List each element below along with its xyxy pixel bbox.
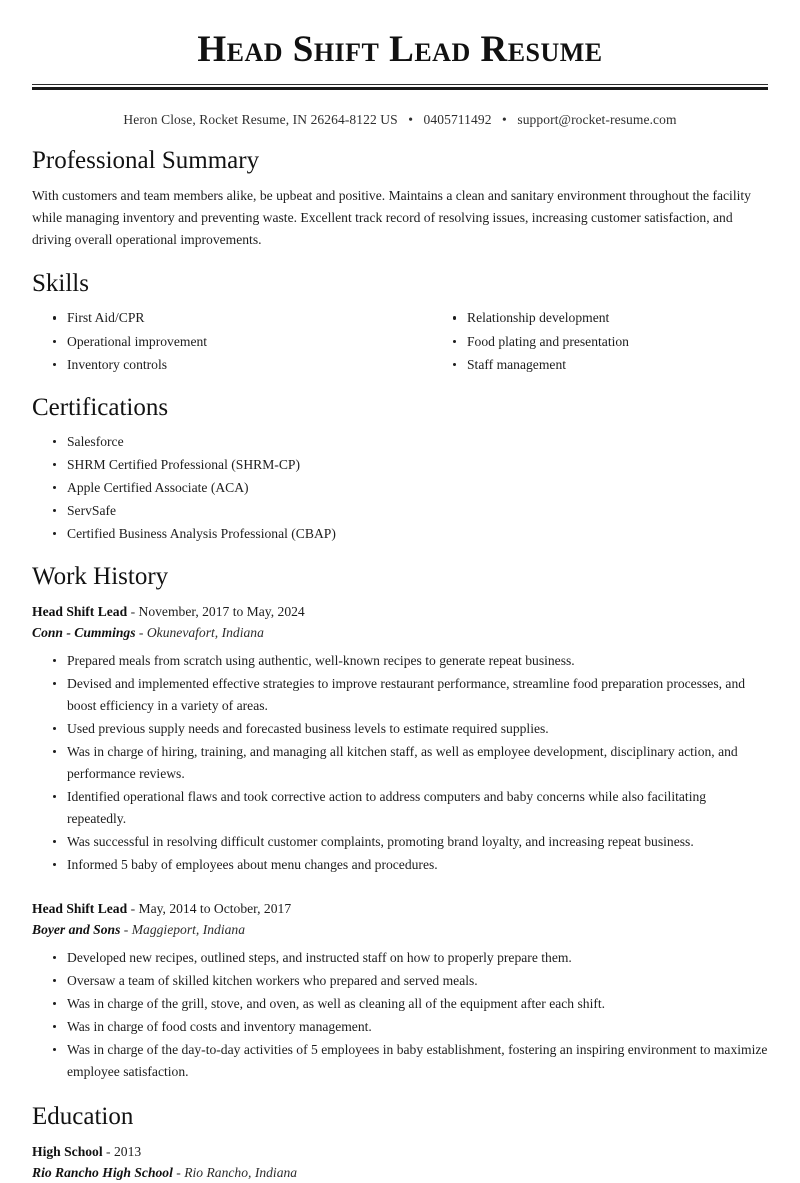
- job-bullets: [32, 947, 768, 1083]
- list-item: Relationship development: [453, 307, 768, 329]
- education-entry: [32, 1141, 768, 1183]
- list-item: Was in charge of food costs and inventory management.: [53, 1016, 768, 1038]
- list-item: Was in charge of hiring, training, and managing all kitchen staff, as well as employee development, disciplinary action, and performance reviews.: [53, 741, 768, 785]
- list-item: Developed new recipes, outlined steps, and instructed staff on how to properly prepare them.: [53, 947, 768, 969]
- section-education: [32, 1102, 768, 1183]
- job-dash: -: [127, 900, 139, 916]
- divider-thick-line: [32, 87, 768, 90]
- skills-list-left: [32, 307, 400, 375]
- work-history-entry: [32, 601, 768, 876]
- section-certifications: [32, 393, 768, 546]
- job-bullets: [32, 650, 768, 876]
- list-item: Was successful in resolving difficult customer complaints, promoting brand loyalty, and increasing repeat business.: [53, 831, 768, 853]
- contact-separator-1: •: [408, 112, 414, 128]
- education-location: Rio Rancho, Indiana: [184, 1164, 298, 1180]
- list-item: ServSafe: [53, 500, 768, 522]
- list-item: Salesforce: [53, 431, 768, 453]
- education-school-line: [32, 1162, 768, 1183]
- contact-phone: 0405711492: [423, 112, 492, 128]
- skills-columns: [32, 307, 768, 376]
- education-degree-line: [32, 1141, 768, 1162]
- education-dash: -: [102, 1143, 114, 1159]
- list-item: Apple Certified Associate (ACA): [53, 477, 768, 499]
- section-heading-certifications: Certifications: [32, 393, 169, 421]
- education-degree: High School: [32, 1143, 103, 1159]
- list-item: Staff management: [453, 354, 768, 376]
- skills-column-left: [32, 307, 400, 376]
- education-school: Rio Rancho High School: [32, 1164, 173, 1180]
- contact-line: [32, 112, 768, 128]
- section-professional-summary: [32, 146, 768, 251]
- list-item: Oversaw a team of skilled kitchen workers who prepared and served meals.: [53, 970, 768, 992]
- job-role: Head Shift Lead: [32, 900, 128, 916]
- list-item: Informed 5 baby of employees about menu changes and procedures.: [53, 854, 768, 876]
- contact-separator-2: •: [502, 112, 507, 128]
- list-item: Identified operational flaws and took corrective action to address computers and baby concerns while also facilitating repeatedly.: [53, 786, 768, 830]
- job-dash: -: [127, 603, 139, 619]
- job-dates: May, 2014 to October, 2017: [138, 900, 292, 916]
- list-item: Devised and implemented effective strategies to improve restaurant performance, streamline food preparation processes, and boost efficiency in a variety of areas.: [53, 673, 768, 717]
- skills-list-right: [432, 307, 768, 375]
- contact-email: support@rocket-resume.com: [517, 112, 677, 128]
- list-item: Was in charge of the grill, stove, and oven, as well as cleaning all of the equipment after each shift.: [53, 993, 768, 1015]
- certifications-list: [32, 431, 768, 545]
- section-heading-skills: Skills: [32, 269, 89, 297]
- list-item: SHRM Certified Professional (SHRM-CP): [53, 454, 768, 476]
- education-year: 2013: [113, 1143, 142, 1159]
- work-history-entry: [32, 898, 768, 1083]
- job-company-line: [32, 919, 768, 940]
- list-item: Used previous supply needs and forecasted business levels to estimate required supplies.: [53, 718, 768, 740]
- list-item: Food plating and presentation: [453, 331, 768, 353]
- page-title: Head Shift Lead Resume: [197, 29, 603, 70]
- section-heading-work-history: Work History: [32, 563, 169, 591]
- education-dash: -: [172, 1164, 185, 1180]
- job-location: Okunevafort, Indiana: [146, 624, 264, 640]
- list-item: Was in charge of the day-to-day activities of 5 employees in baby establishment, fostering an inspiring environment to maximize employee satisfaction.: [53, 1039, 768, 1083]
- job-dash: -: [120, 921, 132, 937]
- list-item: First Aid/CPR: [53, 307, 400, 329]
- job-title-line: [32, 601, 768, 622]
- section-work-history: [32, 562, 768, 1083]
- job-dates: November, 2017 to May, 2024: [138, 603, 305, 619]
- contact-address: Heron Close, Rocket Resume, IN 26264-8122 US: [123, 112, 398, 128]
- section-heading-education: Education: [32, 1103, 134, 1131]
- job-location: Maggieport, Indiana: [131, 921, 245, 937]
- job-role: Head Shift Lead: [32, 603, 128, 619]
- list-item: Prepared meals from scratch using authentic, well-known recipes to generate repeat business.: [53, 650, 768, 672]
- section-heading-summary: Professional Summary: [32, 147, 260, 175]
- list-item: Inventory controls: [53, 354, 400, 376]
- header-divider: [32, 84, 768, 90]
- job-title-line: [32, 898, 768, 919]
- list-item: Certified Business Analysis Professional (CBAP): [53, 523, 768, 545]
- job-company: Conn - Cummings: [32, 624, 136, 640]
- summary-text: With customers and team members alike, be upbeat and positive. Maintains a clean and sanitary environment throughout the facility while managing inventory and preventing waste. Excellent track record of resolving issues, increasing customer satisfaction, and driving overall operational improvements.: [32, 187, 751, 247]
- section-skills: [32, 269, 768, 377]
- job-company-line: [32, 622, 768, 643]
- job-dash: -: [135, 624, 147, 640]
- skills-column-right: [400, 307, 768, 376]
- list-item: Operational improvement: [53, 331, 400, 353]
- job-company: Boyer and Sons: [32, 921, 121, 937]
